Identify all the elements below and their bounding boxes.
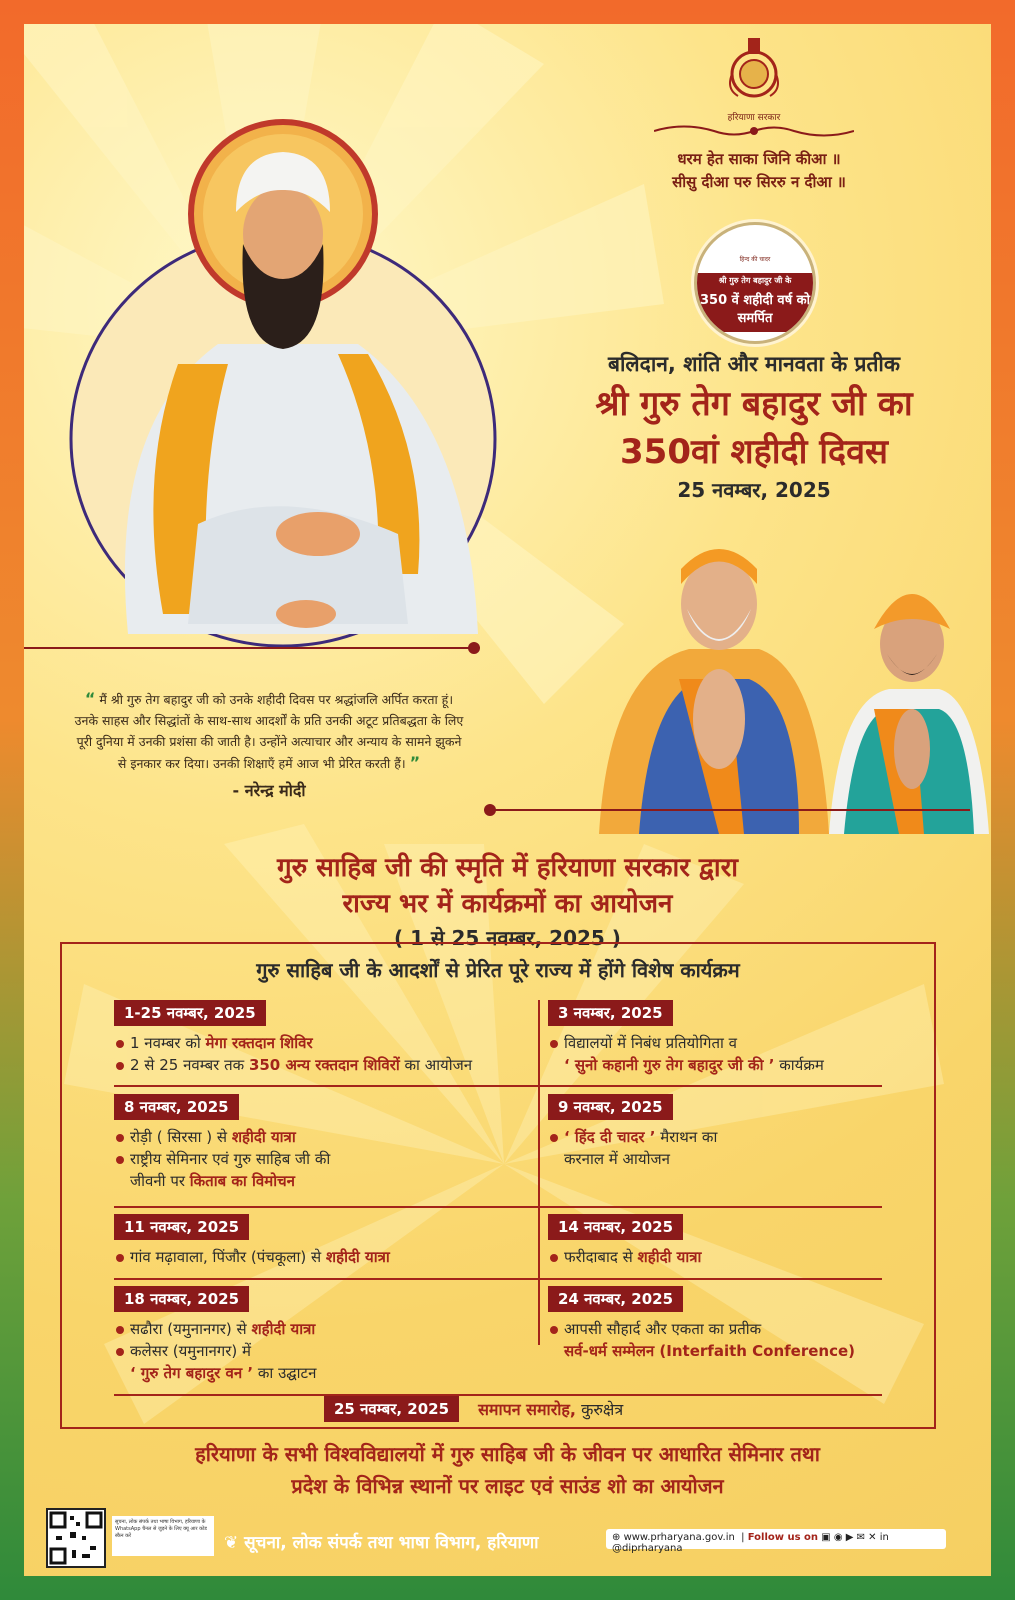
event-item: फरीदाबाद से शहीदी यात्रा (548, 1246, 908, 1268)
couplet-line-2: सीसु दीआ परु सिररु न दीआ ॥ (672, 173, 846, 191)
close-quote-icon: ” (409, 753, 421, 772)
section-title (124, 850, 891, 951)
event-item: ‘ हिंद दी चादर ’ मैराथन का (548, 1126, 908, 1148)
qr-note: सूचना, लोक संपर्क तथा भाषा विभाग, हरियाणा के WhatsApp चैनल से जुड़ने के लिए क्यू आर कोड स्कैन करें (112, 1516, 214, 1556)
haryana-emblem (719, 34, 789, 123)
event-11-nov (114, 1214, 534, 1268)
event-date-tag: 14 नवम्बर, 2025 (548, 1214, 683, 1240)
social-icons[interactable]: ▣ ◉ ▶ ✉ ✕ in (821, 1532, 889, 1543)
event-date-tag: 18 नवम्बर, 2025 (114, 1286, 249, 1312)
event-9-nov (548, 1094, 908, 1170)
footer-note-line-2: प्रदेश के विभिन्न स्थानों पर लाइट एवं साउंड शो का आयोजन (291, 1474, 724, 1498)
follow-label: Follow us on (747, 1532, 819, 1543)
event-date-tag: 24 नवम्बर, 2025 (548, 1286, 683, 1312)
events-row-rule-2 (114, 1206, 882, 1208)
quote-author: - नरेन्द्र मोदी (232, 781, 306, 800)
badge-line-2: श्री गुरु तेग बहादुर जी के (697, 273, 813, 288)
qr-code[interactable] (46, 1508, 106, 1568)
events-row-rule-3 (114, 1278, 882, 1280)
event-item: ‘ गुरु तेग बहादुर वन ’ का उद्घाटन (130, 1364, 317, 1382)
closing-text: समापन समारोह, कुरुक्षेत्र (478, 1400, 624, 1419)
footer-note (84, 1438, 931, 1502)
headline-date: 25 नवम्बर, 2025 (677, 478, 831, 502)
events-row-rule-1 (114, 1085, 882, 1087)
section-title-line-1: गुरु साहिब जी की स्मृति में हरियाणा सरकार द्वारा (277, 853, 738, 883)
leaders-photo (569, 529, 989, 834)
globe-icon: ⊕ (612, 1532, 621, 1543)
footer-bar (24, 1504, 991, 1552)
open-quote-icon: “ (84, 689, 96, 708)
event-item: विद्यालयों में निबंध प्रतियोगिता व (548, 1032, 908, 1054)
event-item: कलेसर (यमुनानगर) में (114, 1340, 534, 1362)
events-heading: गुरु साहिब जी के आदर्शों से प्रेरित पूरे राज्य में होंगे विशेष कार्यक्रम (256, 958, 740, 982)
closing-ceremony (324, 1396, 623, 1422)
event-24-nov (548, 1286, 918, 1362)
couplet-line-1: धरम हेत साका जिनि कीआ ॥ (677, 150, 841, 168)
website-link[interactable]: www.prharyana.gov.in (623, 1532, 735, 1543)
department-name: ❦ सूचना, लोक संपर्क तथा भाषा विभाग, हरियाणा (224, 1533, 539, 1553)
event-item: जीवनी पर किताब का विमोचन (130, 1172, 295, 1190)
quote-text: मैं श्री गुरु तेग बहादुर जी को उनके शहीदी दिवस पर श्रद्धांजलि अर्पित करता हूं। उनके साहस और सिद्धांतों के साथ-साथ आदर्शों के प्रति उनकी अटूट प्रतिबद्धता के लिए पूरी दुनिया में उनकी प्रशंसा की जाती है। उन्होंने अत्याचार और अन्याय के सामने झुकने से इनकार कर दिया। उनकी शिक्षाएँ हमें आज भी प्रेरित करती हैं। (74, 692, 464, 771)
event-item: सर्व-धर्म सम्मेलन (Interfaith Conference) (564, 1342, 856, 1360)
quote-divider-top (24, 647, 474, 649)
modi-quote (74, 688, 464, 801)
event-1-25-nov (114, 1000, 534, 1076)
couplet (624, 148, 894, 194)
section-title-line-2: राज्य भर में कार्यक्रमों का आयोजन (342, 889, 673, 919)
closing-date-tag: 25 नवम्बर, 2025 (324, 1396, 459, 1422)
event-18-nov (114, 1286, 534, 1384)
footer-note-line-1: हरियाणा के सभी विश्वविद्यालयों में गुरु साहिब जी के जीवन पर आधारित सेमिनार तथा (195, 1442, 820, 1466)
events-box (60, 942, 936, 1429)
event-item: गांव मढ़ावाला, पिंजौर (पंचकूला) से शहीदी यात्रा (114, 1246, 534, 1268)
section-period: ( 1 से 25 नवम्बर, 2025 ) (394, 926, 621, 950)
badge-line-3: 350 वें शहीदी वर्ष को समर्पित (697, 288, 813, 332)
event-item: 2 से 25 नवम्बर तक 350 अन्य रक्तदान शिविरों का आयोजन (114, 1054, 534, 1076)
badge-line-1: हिन्द की चादर (739, 256, 771, 263)
event-item: रोड़ी ( सिरसा ) से शहीदी यात्रा (114, 1126, 534, 1148)
haryana-emblem-icon (724, 34, 784, 104)
event-item: 1 नवम्बर को मेगा रक्तदान शिविर (114, 1032, 534, 1054)
event-8-nov (114, 1094, 534, 1192)
350th-anniversary-badge (694, 222, 816, 344)
section-divider-dot (484, 804, 496, 816)
headline (544, 350, 964, 503)
event-date-tag: 11 नवम्बर, 2025 (114, 1214, 249, 1240)
headline-subtitle: बलिदान, शांति और मानवता के प्रतीक (608, 352, 900, 376)
headline-title-line-2: 350वां शहीदी दिवस (620, 432, 888, 472)
event-item: आपसी सौहार्द और एकता का प्रतीक (548, 1318, 918, 1340)
guru-portrait-illustration (68, 94, 498, 654)
event-item: सढौरा (यमुनानगर) से शहीदी यात्रा (114, 1318, 534, 1340)
section-divider (490, 809, 970, 811)
quote-divider-top-dot (468, 642, 480, 654)
social-links: ⊕ www.prharyana.gov.in | Follow us on ▣ ◉ ▶ ✉ ✕ in @diprharyana (606, 1529, 946, 1549)
event-date-tag: 3 नवम्बर, 2025 (548, 1000, 673, 1026)
poster (24, 24, 991, 1576)
headline-title-line-1: श्री गुरु तेग बहादुर जी का (595, 384, 913, 424)
event-date-tag: 8 नवम्बर, 2025 (114, 1094, 239, 1120)
social-handle[interactable]: @diprharyana (612, 1543, 683, 1554)
event-item: राष्ट्रीय सेमिनार एवं गुरु साहिब जी की (114, 1148, 534, 1170)
emblem-caption: हरियाणा सरकार (727, 113, 781, 123)
event-14-nov (548, 1214, 908, 1268)
event-date-tag: 1-25 नवम्बर, 2025 (114, 1000, 266, 1026)
events-column-rule (538, 1000, 540, 1345)
event-date-tag: 9 नवम्बर, 2025 (548, 1094, 673, 1120)
event-3-nov (548, 1000, 908, 1076)
qr-code-icon (48, 1510, 104, 1566)
decorative-flourish (654, 122, 854, 140)
event-item: ‘ सुनो कहानी गुरु तेग बहादुर जी की ’ कार्यक्रम (564, 1056, 824, 1074)
lotus-icon: ❦ (224, 1533, 239, 1553)
event-item: करनाल में आयोजन (564, 1150, 670, 1168)
